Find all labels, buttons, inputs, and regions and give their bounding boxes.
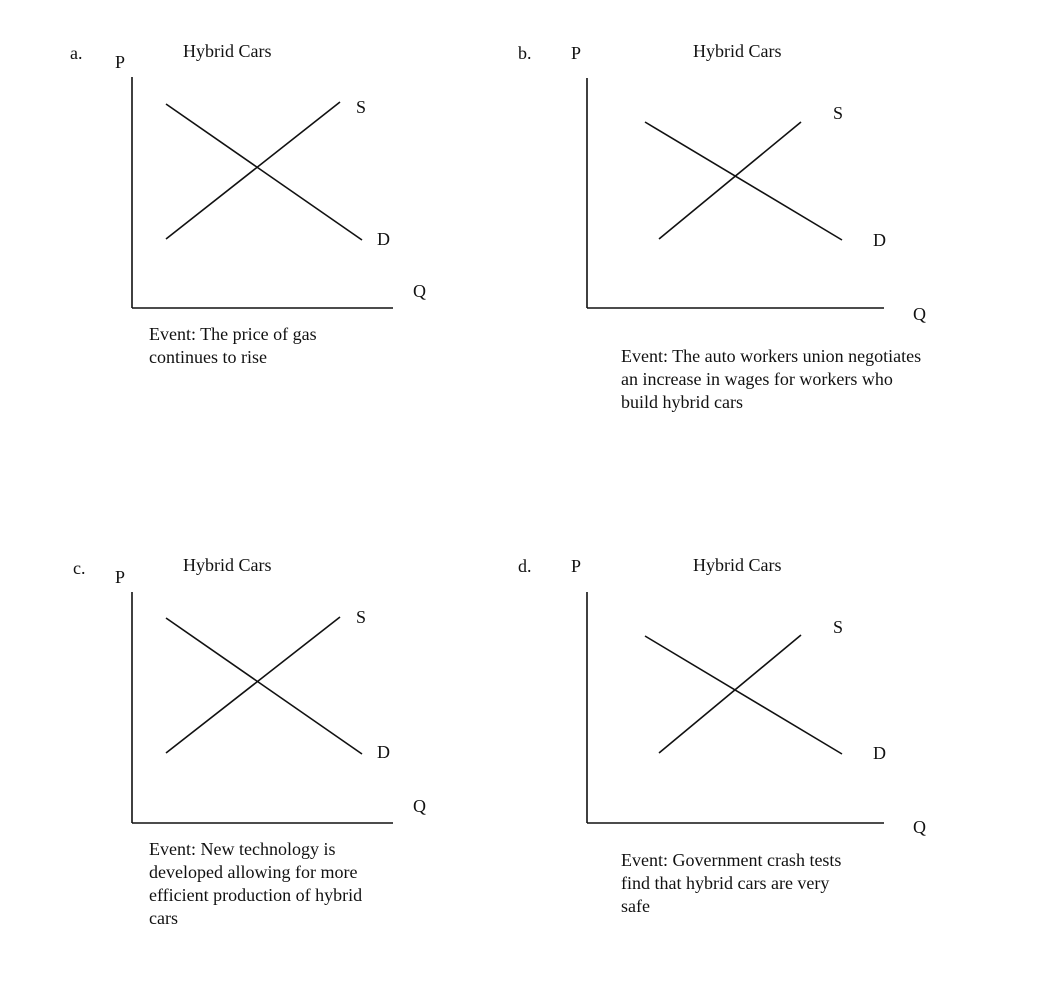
supply-curve-b — [659, 122, 801, 239]
panel-title: Hybrid Cars — [693, 41, 782, 61]
panel-title: Hybrid Cars — [183, 555, 272, 575]
quantity-axis-label: Q — [913, 817, 926, 837]
supply-label: S — [356, 97, 367, 117]
panel-title: Hybrid Cars — [693, 555, 782, 575]
supply-label: S — [833, 103, 844, 123]
panel-letter: d. — [518, 556, 532, 576]
price-axis-label: P — [571, 556, 582, 576]
demand-label: D — [873, 743, 886, 763]
price-axis-label: P — [571, 43, 582, 63]
panel-title: Hybrid Cars — [183, 41, 272, 61]
price-axis-label: P — [115, 567, 126, 587]
supply-label: S — [356, 607, 367, 627]
supply-label: S — [833, 617, 844, 637]
panel-letter: b. — [518, 43, 532, 63]
event-text: Event: The auto workers union negotiates an increase in wages for workers who build hybrid cars — [621, 346, 922, 412]
demand-curve-a — [166, 104, 362, 240]
price-axis-label: P — [115, 52, 126, 72]
demand-curve-d — [645, 636, 842, 754]
demand-label: D — [873, 230, 886, 250]
demand-curve-c — [166, 618, 362, 754]
panel-letter: c. — [73, 558, 86, 578]
quantity-axis-label: Q — [913, 304, 926, 324]
event-text: Event: Government crash tests find that hybrid cars are very safe — [621, 850, 842, 916]
event-text: Event: The price of gas continues to rise — [149, 324, 317, 367]
demand-label: D — [377, 742, 390, 762]
demand-curve-b — [645, 122, 842, 240]
quantity-axis-label: Q — [413, 281, 426, 301]
demand-label: D — [377, 229, 390, 249]
panel-letter: a. — [70, 43, 83, 63]
event-text: Event: New technology is developed allowing for more efficient production of hybrid cars — [149, 839, 363, 928]
quantity-axis-label: Q — [413, 796, 426, 816]
supply-curve-d — [659, 635, 801, 753]
supply-curve-c — [166, 617, 340, 753]
